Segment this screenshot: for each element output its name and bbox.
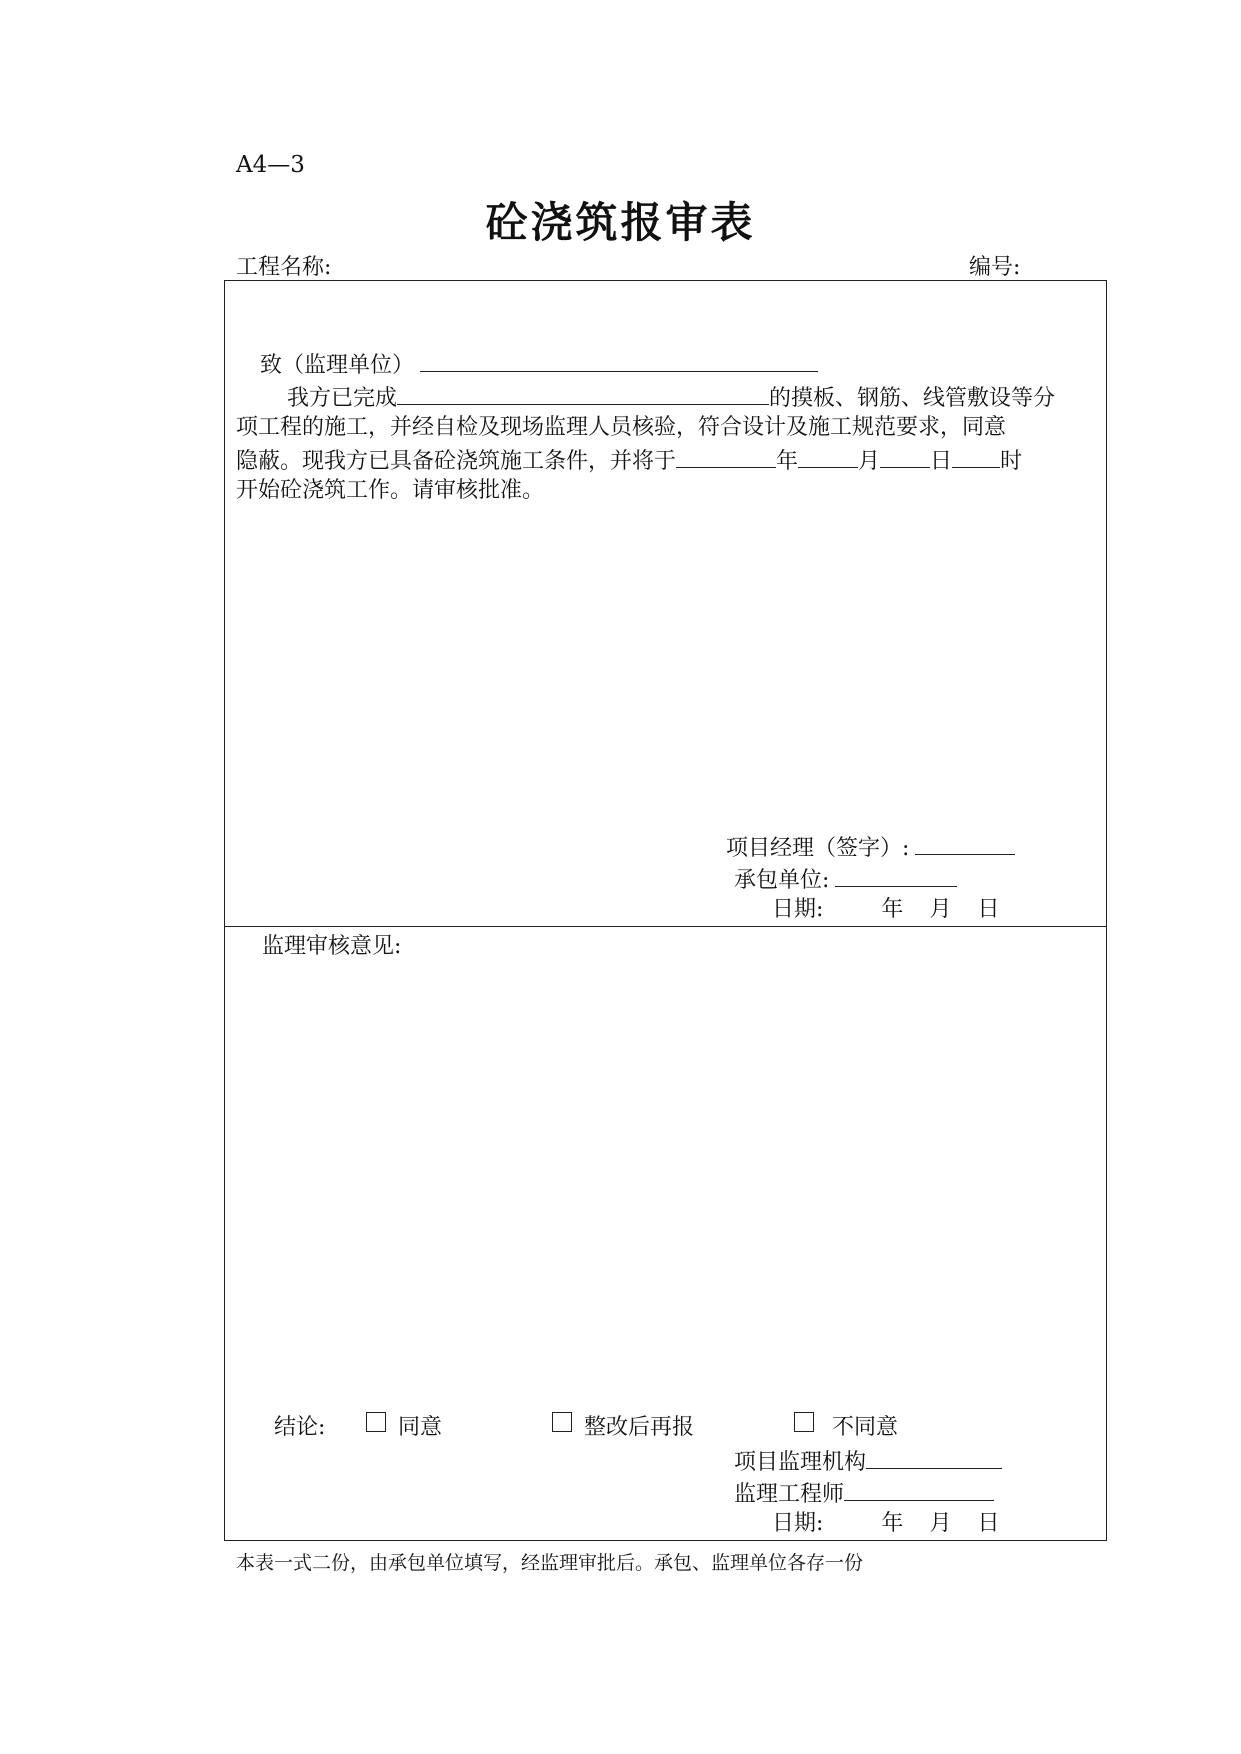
supervision-org-label: 项目监理机构	[734, 1450, 867, 1475]
request-line-2: 项工程的施工，并经自检及现场监理人员核验，符合设计及施工规范要求，同意	[236, 415, 1007, 440]
review-date-label: 日期:	[772, 1511, 824, 1536]
start-day-field[interactable]	[880, 443, 930, 468]
start-year-field[interactable]	[676, 443, 776, 468]
option-agree[interactable]	[366, 1412, 442, 1444]
engineer-field[interactable]	[844, 1476, 994, 1501]
line1-tail-text: 的摸板、钢筋、线管敷设等分	[769, 386, 1056, 411]
conclusion-label: 结论:	[274, 1415, 326, 1440]
review-heading: 监理审核意见:	[262, 934, 402, 959]
form-code: A4—3	[236, 152, 305, 178]
request-date-label: 日期:	[772, 897, 824, 922]
project-manager-signature-field[interactable]	[915, 830, 1015, 855]
day-label: 日	[930, 449, 953, 474]
request-date-month: 月	[929, 897, 952, 922]
request-line-4: 开始砼浇筑工作。请审核批准。	[236, 478, 545, 503]
section-divider	[224, 926, 1107, 927]
form-number-label: 编号:	[969, 255, 1021, 280]
option-rectify[interactable]	[552, 1412, 694, 1444]
form-title: 砼浇筑报审表	[485, 198, 756, 247]
agree-label: 同意	[398, 1415, 443, 1440]
contractor-field[interactable]	[835, 862, 957, 887]
contractor-label: 承包单位:	[734, 868, 830, 893]
rectify-label: 整改后再报	[584, 1415, 695, 1440]
completed-work-field[interactable]	[397, 380, 769, 405]
review-date-line	[772, 1508, 999, 1540]
rectify-checkbox[interactable]	[552, 1412, 572, 1432]
month-label: 月	[858, 449, 881, 474]
disagree-label: 不同意	[832, 1415, 899, 1440]
start-hour-field[interactable]	[952, 443, 1000, 468]
engineer-label: 监理工程师	[734, 1482, 845, 1507]
project-name-label: 工程名称:	[236, 255, 332, 280]
addressee-line	[260, 347, 818, 382]
supervision-unit-field[interactable]	[420, 347, 818, 372]
year-label: 年	[776, 449, 799, 474]
line3-lead-text: 隐蔽。现我方已具备砼浇筑施工条件，并将于	[236, 449, 677, 474]
review-date-day: 日	[977, 1511, 1000, 1536]
completed-label: 我方已完成	[287, 386, 398, 411]
footnote: 本表一式二份，由承包单位填写，经监理审批后。承包、监理单位各存一份	[236, 1552, 864, 1574]
request-date-day: 日	[977, 897, 1000, 922]
request-date-year: 年	[881, 897, 904, 922]
option-disagree[interactable]	[794, 1412, 898, 1444]
start-month-field[interactable]	[798, 443, 858, 468]
project-manager-line	[726, 830, 1015, 865]
request-line-3	[236, 443, 1022, 478]
agree-checkbox[interactable]	[366, 1412, 386, 1432]
project-manager-label: 项目经理（签字）:	[726, 836, 910, 861]
disagree-checkbox[interactable]	[794, 1412, 814, 1432]
supervision-org-line	[734, 1444, 1002, 1479]
hour-label: 时	[1000, 449, 1023, 474]
contractor-line	[734, 862, 957, 897]
request-date-line	[772, 894, 999, 926]
review-date-month: 月	[929, 1511, 952, 1536]
review-date-year: 年	[881, 1511, 904, 1536]
addressee-label: 致（监理单位）	[260, 353, 415, 378]
engineer-line	[734, 1476, 994, 1511]
supervision-org-field[interactable]	[866, 1444, 1002, 1469]
request-line-1	[287, 380, 1055, 415]
